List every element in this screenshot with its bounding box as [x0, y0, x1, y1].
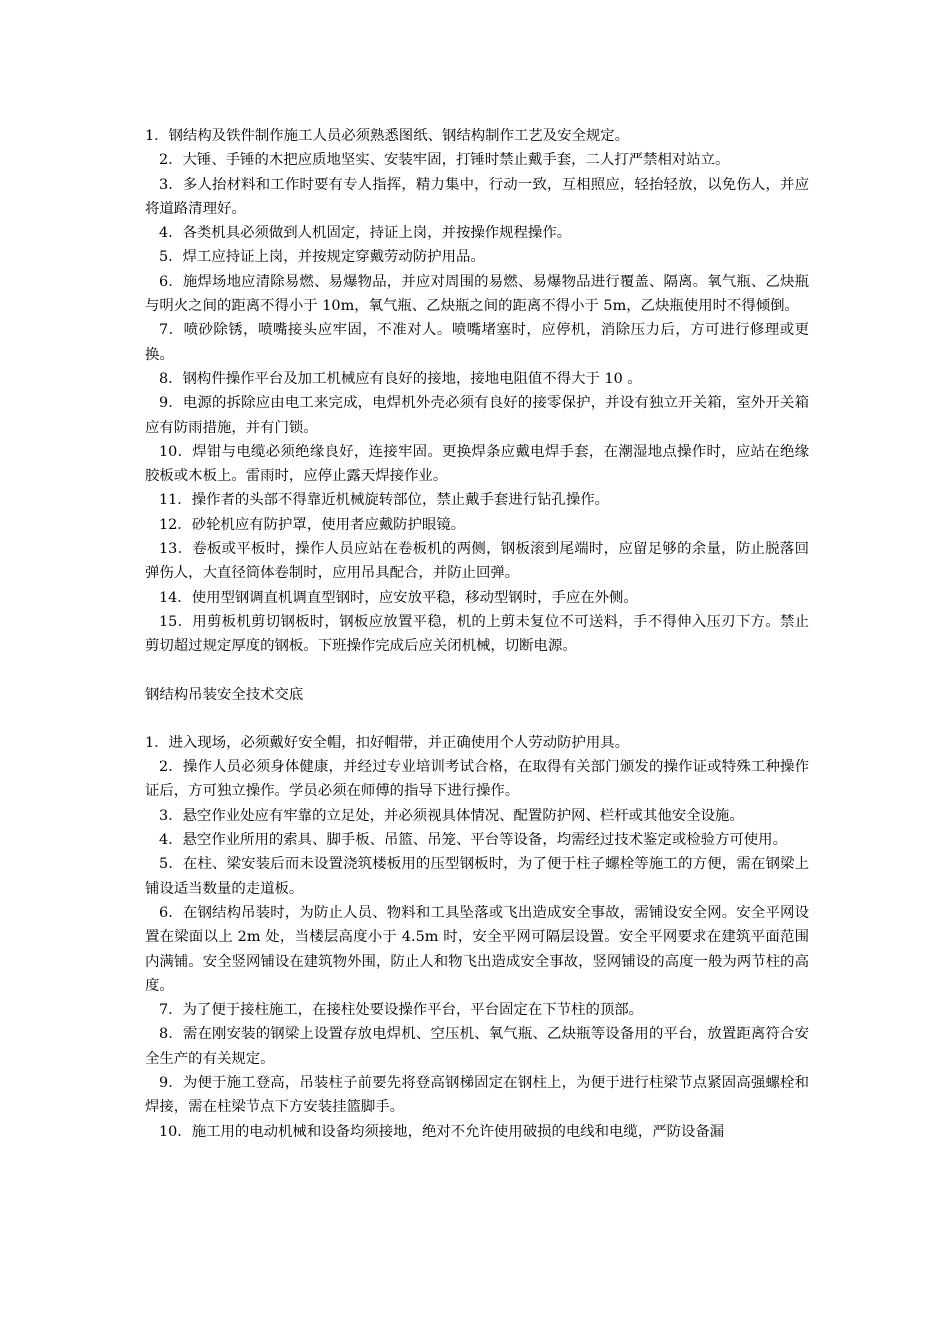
list-item: 2．大锤、手锤的木把应质地坚实、安装牢固，打锤时禁止戴手套，二人打严禁相对站立。 [159, 152, 730, 169]
list-item: 15．用剪板机剪切钢板时，钢板应放置平稳，机的上剪未复位不可送料，手不得伸入压刃下方。禁止剪切超过规定厚度的钢板。下班操作完成后应关闭机械，切断电源。 [145, 613, 809, 655]
list-item: 2．操作人员必须身体健康，并经过专业培训考试合格，在取得有关部门颁发的操作证或特殊工种操作证后，方可独立操作。学员必须在师傅的指导下进行操作。 [145, 759, 809, 800]
section-fabrication-rules [145, 124, 809, 659]
list-item: 5．焊工应持证上岗，并按规定穿戴劳动防护用品。 [159, 249, 485, 266]
list-item: 4．悬空作业所用的索具、脚手板、吊篮、吊笼、平台等设备，均需经过技术鉴定或检验方可使用。 [159, 832, 787, 849]
list-item: 6．施焊场地应清除易燃、易爆物品，并应对周围的易燃、易爆物品进行覆盖、隔离。氧气瓶、乙炔瓶与明火之间的距离不得小于 10m，氧气瓶、乙炔瓶之间的距离不得小于 5m，乙炔瓶使用时不得倾倒。 [145, 273, 809, 315]
list-item: 4．各类机具必须做到人机固定，持证上岗，并按操作规程操作。 [159, 225, 572, 242]
list-item: 9．电源的拆除应由电工来完成，电焊机外壳必须有良好的接零保护，并设有独立开关箱，室外开关箱应有防雨措施，并有门锁。 [145, 395, 809, 436]
list-item: 8．需在刚安装的钢梁上设置存放电焊机、空压机、氧气瓶、乙炔瓶等设备用的平台，放置距离符合安全生产的有关规定。 [145, 1026, 809, 1067]
list-item: 7．为了便于接柱施工，在接柱处要设操作平台，平台固定在下节柱的顶部。 [159, 1002, 644, 1019]
list-item: 5．在柱、梁安装后而未设置浇筑楼板用的压型钢板时，为了便于柱子螺栓等施工的方便，需在钢梁上铺设适当数量的走道板。 [145, 856, 809, 897]
list-item: 10．焊钳与电缆必须绝缘良好，连接牢固。更换焊条应戴电焊手套，在潮湿地点操作时，应站在绝缘胶板或木板上。雷雨时，应停止露天焊接作业。 [145, 443, 809, 485]
section-title: 钢结构吊装安全技术交底 [145, 686, 304, 703]
list-item: 1．钢结构及铁件制作施工人员必须熟悉图纸、钢结构制作工艺及安全规定。 [145, 128, 630, 144]
list-item: 12．砂轮机应有防护罩，使用者应戴防护眼镜。 [159, 516, 466, 533]
list-item: 3．多人抬材料和工作时要有专人指挥，精力集中，行动一致，互相照应，轻抬轻放，以免伤人，并应将道路清理好。 [145, 176, 809, 217]
list-item: 7．喷砂除锈，喷嘴接头应牢固，不准对人。喷嘴堵塞时，应停机，消除压力后，方可进行修理或更换。 [145, 322, 809, 363]
list-item: 3．悬空作业处应有牢靠的立足处，并必须视具体情况、配置防护网、栏杆或其他安全设施。 [159, 807, 744, 824]
list-item: 13．卷板或平板时，操作人员应站在卷板机的两侧，钢板滚到尾端时，应留足够的余量，防止脱落回弹伤人，大直径筒体卷制时，应用吊具配合，并防止回弹。 [145, 541, 809, 582]
list-item: 1．进入现场，必须戴好安全帽，扣好帽带，并正确使用个人劳动防护用具。 [145, 734, 630, 751]
section-erection-rules [145, 731, 809, 1144]
list-item: 11．操作者的头部不得靠近机械旋转部位，禁止戴手套进行钻孔操作。 [159, 492, 610, 509]
list-item: 14．使用型钢调直机调直型钢时，应安放平稳，移动型钢时，手应在外侧。 [159, 589, 638, 606]
list-item: 8．钢构件操作平台及加工机械应有良好的接地，接地电阻值不得大于 10 。 [159, 370, 642, 387]
list-item: 9．为便于施工登高，吊装柱子前要先将登高钢梯固定在钢柱上，为便于进行柱梁节点紧固高强螺栓和焊接，需在柱梁节点下方安装挂篮脚手。 [145, 1074, 809, 1116]
list-item: 6．在钢结构吊装时，为防止人员、物料和工具坠落或飞出造成安全事故，需铺设安全网。安全平网设置在梁面以上 2m 处，当楼层高度小于 4.5m 时，安全平网可隔层设置。安全平网要求在建筑平面范围内满铺。安全竖网铺设在建筑物外围，防止人和物飞出造成安全事故，竖网铺设的高度一般为两节柱的高度。 [145, 904, 809, 994]
document-body [145, 124, 809, 1144]
list-item: 10．施工用的电动机械和设备均须接地，绝对不允许使用破损的电线和电缆，严防设备漏 [159, 1123, 725, 1140]
